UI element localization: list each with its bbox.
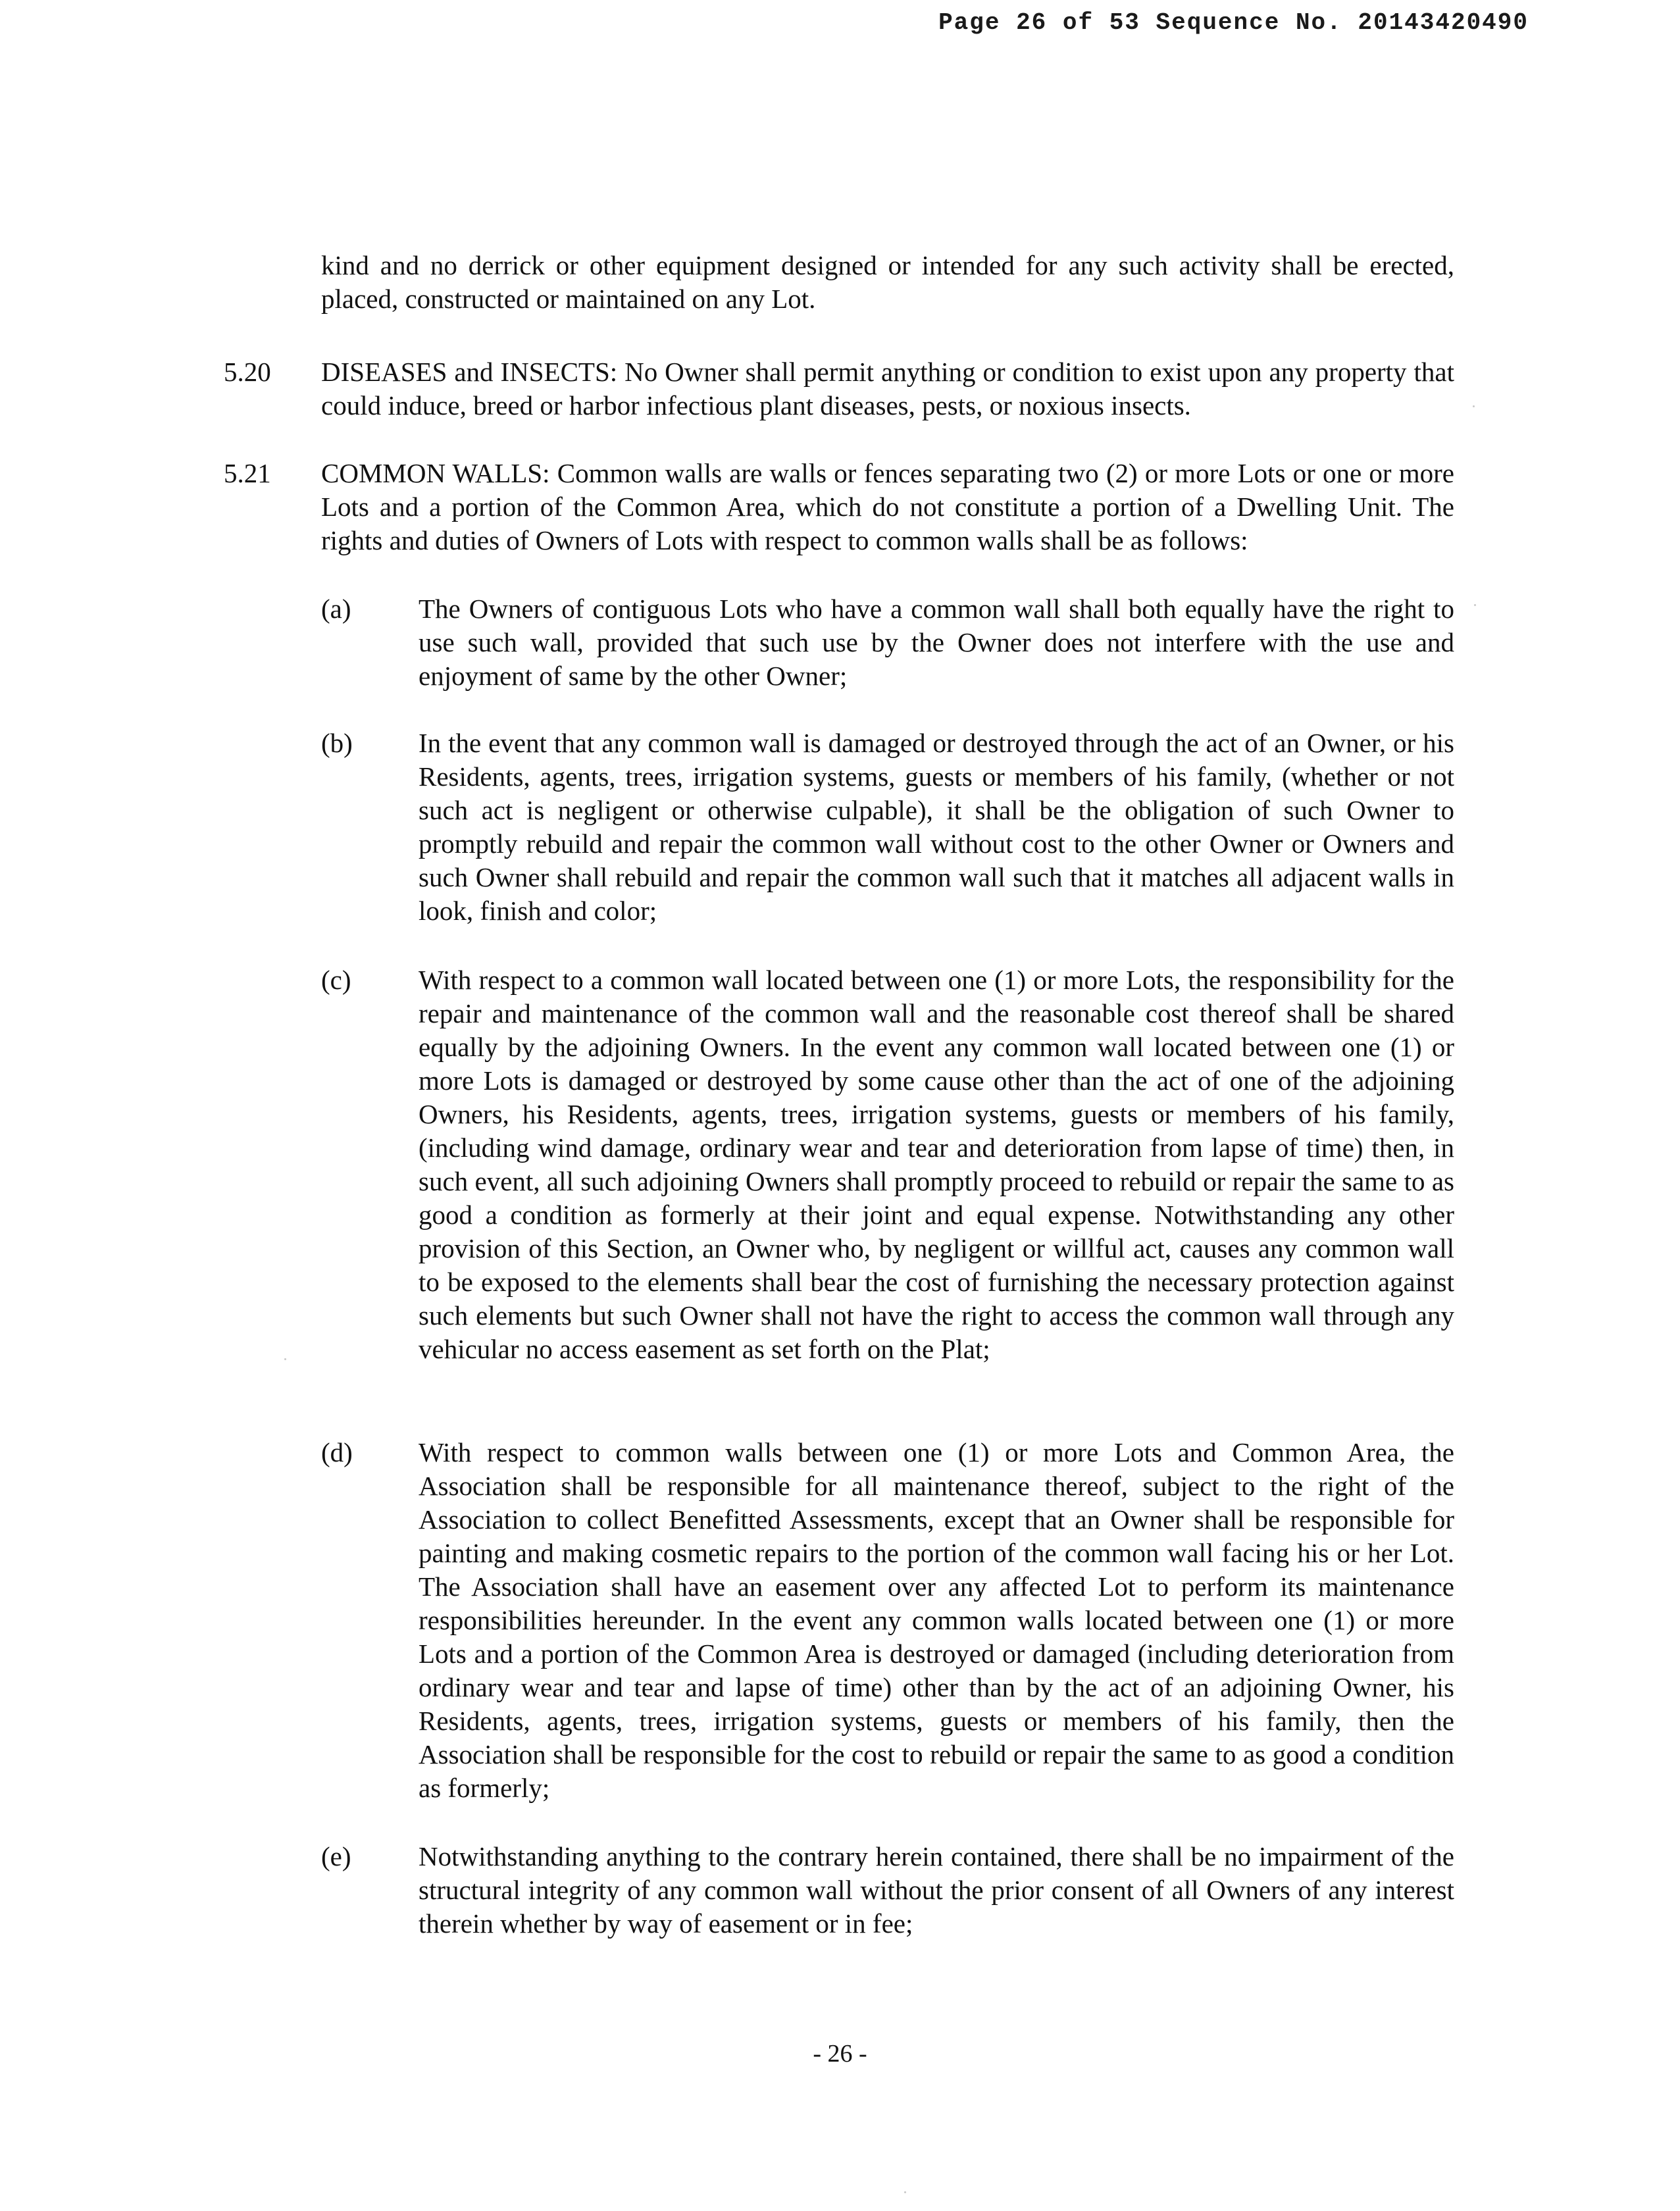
subsection-text-a: The Owners of contiguous Lots who have a common wall shall both equally have the right to use such wall, provided that such use by the Owner does not interfere with the use and enjoyment of same by the other Owner; xyxy=(419,594,1454,691)
subsection-label-e: (e) xyxy=(321,1841,351,1871)
page-header-sequence: Page 26 of 53 Sequence No. 20143420490 xyxy=(938,9,1529,36)
scan-speck xyxy=(284,1358,286,1360)
subsection-label-b: (b) xyxy=(321,728,353,758)
section-number-5-21: 5.21 xyxy=(224,458,271,488)
subsection-label-a: (a) xyxy=(321,594,351,624)
section-number-5-20: 5.20 xyxy=(224,357,271,387)
scan-speck xyxy=(1473,405,1475,407)
subsection-text-e: Notwithstanding anything to the contrary herein contained, there shall be no impairment of the structural integrity of any common wall without the prior consent of all Owners of any interest therein whether by way of easement or in fee; xyxy=(419,1841,1454,1939)
subsection-text-b: In the event that any common wall is damaged or destroyed through the act of an Owner, or his Residents, agents, trees, irrigation systems, guests or members of his family, (whether or not such act is negligent or otherwise culpable), it shall be the obligation of such Owner to promptly rebuild and repair the common wall without cost to the other Owner or Owners and such Owner shall rebuild and repair the common wall such that it matches all adjacent walls in look, finish and color; xyxy=(419,728,1454,926)
scan-speck xyxy=(1474,604,1476,606)
section-text-diseases-insects: DISEASES and INSECTS: No Owner shall permit anything or condition to exist upon any property that could induce, breed or harbor infectious plant diseases, pests, or noxious insects. xyxy=(321,357,1454,420)
subsection-text-d: With respect to common walls between one (1) or more Lots and Common Area, the Association shall be responsible for all maintenance thereof, subject to the right of the Association to collect Benefitted Assessments, except that an Owner shall be responsible for painting and making cosmetic repairs to the portion of the common wall facing his or her Lot. The Association shall have an easement over any affected Lot to perform its maintenance responsibilities hereunder. In the event any common walls located between one (1) or more Lots and a portion of the Common Area is destroyed or damaged (including deterioration from ordinary wear and tear and lapse of time) other than by the act of an adjoining Owner, his Residents, agents, trees, irrigation systems, guests or members of his family, then the Association shall be responsible for the cost to rebuild or repair the same to as good a condition as formerly; xyxy=(419,1437,1454,1803)
page-number-footer: - 26 - xyxy=(813,2040,867,2068)
continuation-paragraph: kind and no derrick or other equipment designed or intended for any such activity shall be erected, placed, constructed or maintained on any Lot. xyxy=(321,250,1454,314)
subsection-label-c: (c) xyxy=(321,965,351,995)
subsection-label-d: (d) xyxy=(321,1437,353,1467)
scan-speck xyxy=(904,2191,906,2193)
subsection-text-c: With respect to a common wall located between one (1) or more Lots, the responsibility for the repair and maintenance of the common wall and the reasonable cost thereof shall be shared equally by the adjoining Owners. In the event any common wall located between one (1) or more Lots is damaged or destroyed by some cause other than the act of one of the adjoining Owners, his Residents, agents, trees, irrigation systems, guests or members of his family, (including wind damage, ordinary wear and tear and deterioration from lapse of time) then, in such event, all such adjoining Owners shall promptly proceed to rebuild or repair the same to as good a condition as formerly at their joint and equal expense. Notwithstanding any other provision of this Section, an Owner who, by negligent or willful act, causes any common wall to be exposed to the elements shall bear the cost of furnishing the necessary protection against such elements but such Owner shall not have the right to access the common wall through any vehicular no access easement as set forth on the Plat; xyxy=(419,965,1454,1364)
section-text-common-walls: COMMON WALLS: Common walls are walls or fences separating two (2) or more Lots or one or more Lots and a portion of the Common Area, which do not constitute a portion of a Dwelling Unit. The rights and duties of Owners of Lots with respect to common walls shall be as follows: xyxy=(321,458,1454,555)
